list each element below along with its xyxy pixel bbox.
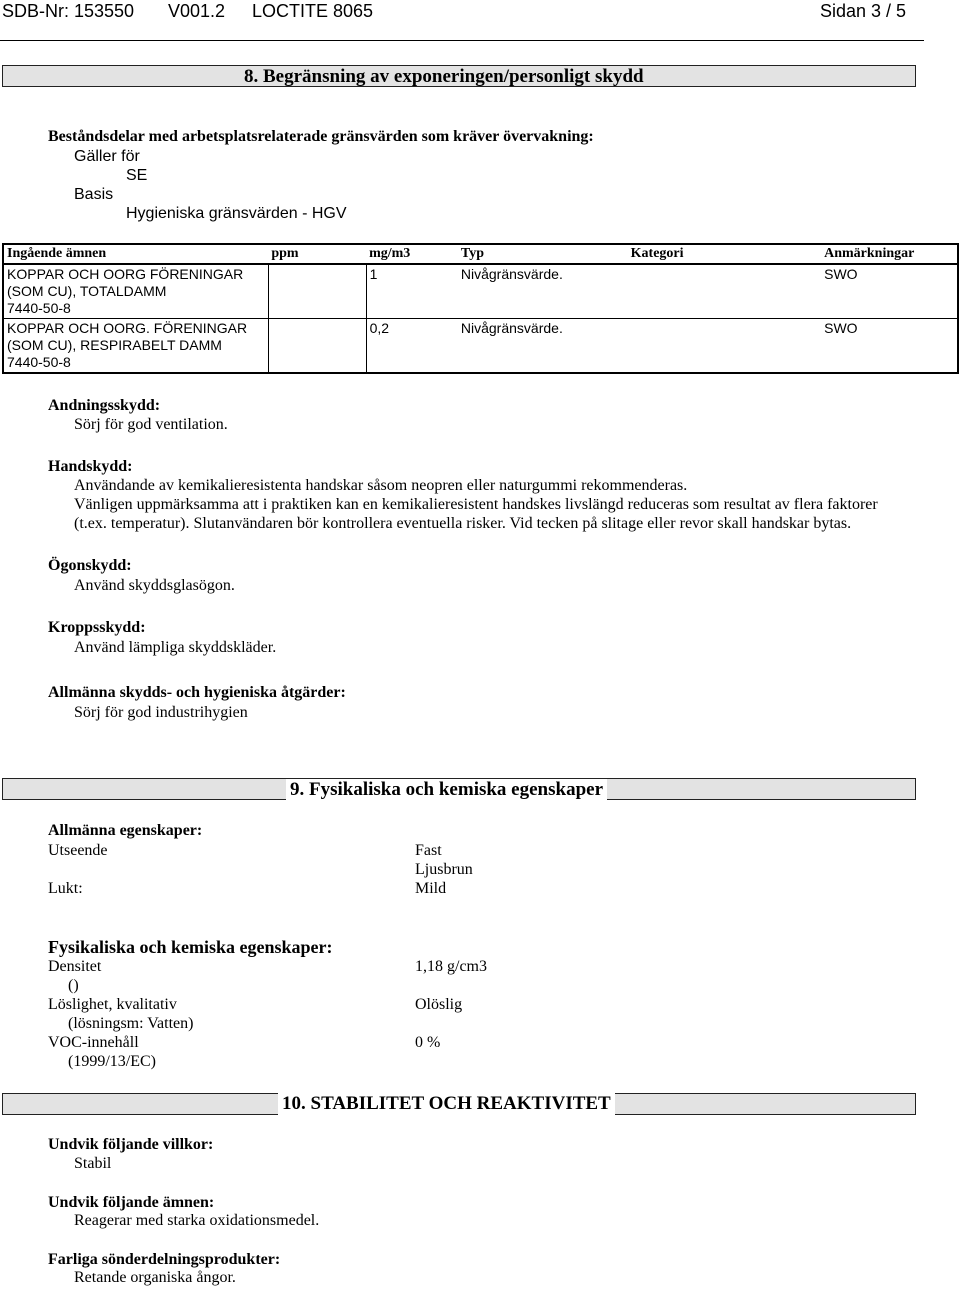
solubility-sub: (lösningsm: Vatten) [68, 1015, 194, 1032]
hand-text-3: (t.ex. temperatur). Slutanvändaren bör kontrollera eventuella risker. Vid tecken på slitage eller revor skall handskar bytas. [74, 515, 852, 532]
exposure-limits-table [2, 243, 959, 374]
doc-version: V001.2 [168, 1, 226, 21]
cell-remarks: SWO [821, 319, 958, 374]
solubility-value: Olöslig [415, 996, 463, 1013]
cell-type: Nivågränsvärde. [458, 264, 628, 319]
col-header-substance: Ingående ämnen [3, 244, 268, 264]
appearance-label: Utseende [48, 842, 108, 859]
cell-ppm [268, 319, 366, 374]
density-sub: () [68, 977, 79, 994]
decomposition-text: Retande organiska ångor. [74, 1269, 236, 1286]
col-header-remarks: Anmärkningar [821, 244, 958, 264]
eye-label: Ögonskydd: [48, 557, 132, 574]
table-row [3, 264, 958, 319]
limits-heading: Beståndsdelar med arbetsplatsrelaterade gränsvärden som kräver övervakning: [48, 128, 594, 145]
physchem-heading: Fysikaliska och kemiska egenskaper: [48, 937, 333, 957]
appearance-value-2: Ljusbrun [415, 861, 473, 878]
decomposition-label: Farliga sönderdelningsprodukter: [48, 1251, 281, 1268]
voc-label: VOC-innehåll [48, 1034, 139, 1051]
substance-name-line2: (SOM CU), TOTALDAMM [7, 283, 167, 299]
cell-substance [3, 319, 268, 374]
cell-mgm3: 1 [366, 264, 458, 319]
general-properties-heading: Allmänna egenskaper: [48, 822, 203, 839]
density-value: 1,18 g/cm3 [415, 958, 487, 975]
hand-text-2: Vänligen uppmärksamma att i praktiken kan en kemikalieresistent handskes livslängd reduceras som resultat av flera faktorer [74, 496, 878, 513]
col-header-category: Kategori [628, 244, 821, 264]
cell-category [628, 319, 821, 374]
doc-number: SDB-Nr: 153550 [2, 1, 135, 21]
table-header-row [3, 244, 958, 264]
cell-type: Nivågränsvärde. [458, 319, 628, 374]
hygiene-label: Allmänna skydds- och hygieniska åtgärder: [48, 684, 346, 701]
basis-label: Basis [74, 186, 114, 203]
substance-cas: 7440-50-8 [7, 300, 71, 316]
product-name: LOCTITE 8065 [252, 1, 374, 21]
avoid-substances-label: Undvik följande ämnen: [48, 1194, 215, 1211]
substance-name-line1: KOPPAR OCH OORG. FÖRENINGAR [7, 320, 248, 336]
cell-mgm3: 0,2 [366, 319, 458, 374]
col-header-mgm3: mg/m3 [366, 244, 458, 264]
density-label: Densitet [48, 958, 102, 975]
odor-label: Lukt: [48, 880, 83, 897]
respiratory-label: Andningsskydd: [48, 397, 161, 414]
appearance-value-1: Fast [415, 842, 442, 859]
solubility-label: Löslighet, kvalitativ [48, 996, 177, 1013]
applies-value: SE [126, 167, 148, 184]
odor-value: Mild [415, 880, 447, 897]
voc-sub: (1999/13/EC) [68, 1053, 156, 1070]
section-8-title: 8. Begränsning av exponeringen/personligt skydd [244, 66, 644, 87]
applies-label: Gäller för [74, 148, 140, 165]
substance-name-line2: (SOM CU), RESPIRABELT DAMM [7, 337, 222, 353]
basis-value: Hygieniska gränsvärden - HGV [126, 205, 347, 222]
eye-text: Använd skyddsglasögon. [74, 577, 235, 594]
col-header-type: Typ [458, 244, 628, 264]
voc-value: 0 % [415, 1034, 441, 1051]
avoid-substances-text: Reagerar med starka oxidationsmedel. [74, 1212, 320, 1229]
substance-cas: 7440-50-8 [7, 354, 71, 370]
section-10-title: 10. STABILITET OCH REAKTIVITET [278, 1093, 615, 1115]
cell-remarks: SWO [821, 264, 958, 319]
body-text: Använd lämpliga skyddskläder. [74, 639, 277, 656]
cell-category [628, 264, 821, 319]
body-label: Kroppsskydd: [48, 619, 146, 636]
hand-label: Handskydd: [48, 458, 133, 475]
avoid-conditions-text: Stabil [74, 1155, 112, 1172]
section-9-title: 9. Fysikaliska och kemiska egenskaper [286, 779, 607, 801]
table-row [3, 319, 958, 374]
avoid-conditions-label: Undvik följande villkor: [48, 1136, 214, 1153]
hand-text-1: Användande av kemikalieresistenta handskar såsom neopren eller naturgummi rekommenderas. [74, 477, 688, 494]
cell-substance [3, 264, 268, 319]
hygiene-text: Sörj för god industrihygien [74, 704, 248, 721]
page-number: Sidan 3 / 5 [820, 1, 907, 21]
header-divider [0, 40, 924, 41]
col-header-ppm: ppm [268, 244, 366, 264]
cell-ppm [268, 264, 366, 319]
substance-name-line1: KOPPAR OCH OORG FÖRENINGAR [7, 266, 244, 282]
respiratory-text: Sörj för god ventilation. [74, 416, 228, 433]
